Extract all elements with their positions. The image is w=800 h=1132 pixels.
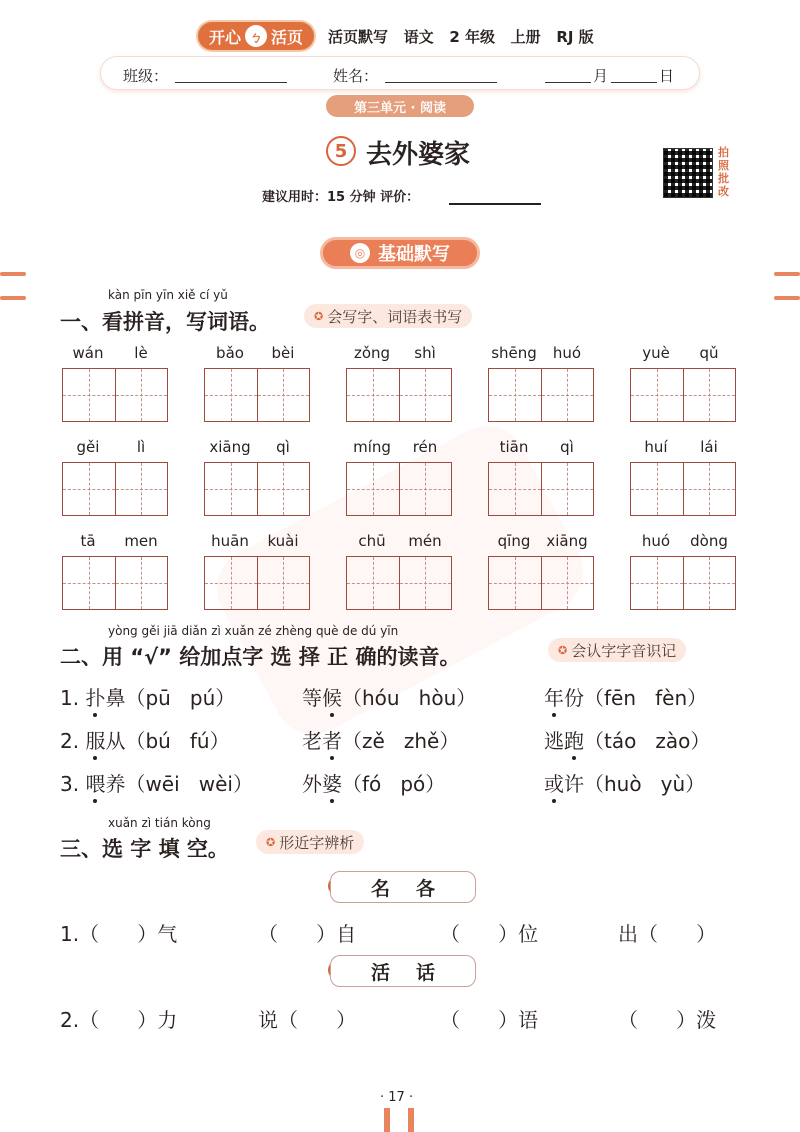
word-char: 老 xyxy=(302,729,322,753)
grid-cell[interactable] xyxy=(399,463,452,515)
word-char: 等 xyxy=(302,686,322,710)
pinyin-label: xiāng xyxy=(546,532,588,550)
grid-cell[interactable] xyxy=(347,557,399,609)
pinyin-label: bèi xyxy=(271,344,295,362)
side-bar-left xyxy=(0,272,26,276)
writing-grid[interactable] xyxy=(346,368,452,422)
unit-tag: 第三单元 · 阅读 xyxy=(326,95,474,117)
grid-cell[interactable] xyxy=(257,557,310,609)
pronunciation-options[interactable]: （fēn fèn） xyxy=(584,686,708,710)
pinyin-label: gěi xyxy=(76,438,100,456)
class-field[interactable] xyxy=(175,82,287,83)
grid-cell[interactable] xyxy=(541,369,594,421)
bottom-tab xyxy=(408,1108,414,1132)
word-char: 喂 xyxy=(85,768,105,797)
word-char: 候 xyxy=(322,682,342,711)
q3-pinyin: xuǎn zì tián kòng xyxy=(108,816,211,830)
grid-cell[interactable] xyxy=(257,369,310,421)
grid-cell[interactable] xyxy=(489,369,541,421)
writing-grid[interactable] xyxy=(204,462,310,516)
grid-cell[interactable] xyxy=(489,557,541,609)
reading-item xyxy=(302,682,476,711)
info-bar xyxy=(100,56,700,90)
writing-grid[interactable] xyxy=(630,462,736,516)
word-char: 或 xyxy=(544,768,564,797)
q2-pinyin: yòng gěi jiā diǎn zì xuǎn zé zhèng què de dú yīn xyxy=(108,624,399,638)
side-bar-left xyxy=(0,296,26,300)
lesson-number: 5 xyxy=(326,136,356,166)
q2-heading-b: 给加点字 选 择 正 确的读音。 xyxy=(179,645,461,669)
word-char: 婆 xyxy=(322,768,342,797)
fill-2a[interactable]: 2.（ ）力 xyxy=(60,1008,178,1032)
reading-item xyxy=(302,768,445,797)
grid-cell[interactable] xyxy=(115,557,168,609)
pinyin-label: huó xyxy=(552,344,582,362)
name-field[interactable] xyxy=(385,82,497,83)
q1-heading: 一、看拼音，写词语。 xyxy=(60,310,270,334)
lesson-title: 去外婆家 xyxy=(366,140,471,170)
pinyin-label: rén xyxy=(412,438,438,456)
grid-cell[interactable] xyxy=(631,369,683,421)
star-icon: ✪ xyxy=(314,309,324,323)
q1-tag xyxy=(304,304,472,328)
grid-cell[interactable] xyxy=(631,557,683,609)
grid-cell[interactable] xyxy=(347,463,399,515)
page-number: · 17 · xyxy=(380,1090,414,1105)
month-label: 月 xyxy=(593,67,609,85)
writing-grid[interactable] xyxy=(62,462,168,516)
word-char: 许 xyxy=(564,772,584,796)
reading-item xyxy=(544,768,705,797)
grid-cell[interactable] xyxy=(63,463,115,515)
star-icon: ✪ xyxy=(558,643,568,657)
writing-grid[interactable] xyxy=(488,556,594,610)
month-field[interactable] xyxy=(545,82,591,83)
grid-cell[interactable] xyxy=(399,557,452,609)
qr-code-icon[interactable] xyxy=(663,148,713,198)
word-char: 跑 xyxy=(564,725,584,754)
grid-cell[interactable] xyxy=(115,463,168,515)
reading-item xyxy=(544,725,710,754)
fill-1a[interactable]: 1.（ ）气 xyxy=(60,922,178,946)
q2-tag xyxy=(548,638,686,662)
writing-grid[interactable] xyxy=(62,368,168,422)
pinyin-label: qǔ xyxy=(699,344,719,362)
q2-heading xyxy=(60,641,460,671)
word-char: 外 xyxy=(302,772,322,796)
pronunciation-options[interactable]: （zě zhě） xyxy=(342,729,460,753)
pronunciation-options[interactable]: （hóu hòu） xyxy=(342,686,477,710)
name-label: 姓名： xyxy=(333,67,379,85)
grid-cell[interactable] xyxy=(399,369,452,421)
q1-tag-label: 会写字、词语表书写 xyxy=(327,307,463,326)
bottom-tab xyxy=(384,1108,390,1132)
pinyin-label: shì xyxy=(414,344,436,362)
fill-2d[interactable]: （ ）泼 xyxy=(618,1008,717,1032)
pronunciation-options[interactable]: （táo zào） xyxy=(584,729,711,753)
pinyin-label: dòng xyxy=(690,532,728,550)
class-label: 班级： xyxy=(123,67,169,85)
pronunciation-options[interactable]: （bú fú） xyxy=(125,729,230,753)
fill-2b[interactable]: 说（ ） xyxy=(258,1008,357,1032)
item-number: 1. xyxy=(60,686,86,710)
grid-cell[interactable] xyxy=(489,463,541,515)
pinyin-label: huí xyxy=(644,438,668,456)
brand-left: 开心 xyxy=(208,27,241,47)
pinyin-label: qì xyxy=(276,438,290,456)
pinyin-label: chū xyxy=(358,532,386,550)
grid-cell[interactable] xyxy=(257,463,310,515)
q3-tag-label: 形近字辨析 xyxy=(279,833,355,852)
day-field[interactable] xyxy=(611,82,657,83)
grid-cell[interactable] xyxy=(115,369,168,421)
writing-grid[interactable] xyxy=(204,556,310,610)
pinyin-label: lè xyxy=(134,344,148,362)
pinyin-label: zǒng xyxy=(353,344,391,362)
pinyin-label: míng xyxy=(353,438,391,456)
item-number: 2. xyxy=(60,729,86,753)
writing-grid[interactable] xyxy=(488,462,594,516)
pinyin-label: lì xyxy=(136,438,146,456)
grid-cell[interactable] xyxy=(205,557,257,609)
pinyin-label: huó xyxy=(641,532,671,550)
word-char: 者 xyxy=(322,725,342,754)
q3-tag xyxy=(256,830,364,854)
pinyin-label: men xyxy=(124,532,158,550)
section-banner xyxy=(320,237,480,269)
pinyin-label: xiāng xyxy=(209,438,251,456)
reading-item xyxy=(60,725,230,754)
grid-cell[interactable] xyxy=(541,463,594,515)
char-choice-2: 活话 xyxy=(330,955,476,987)
word-char: 从 xyxy=(105,729,126,753)
pinyin-label: lái xyxy=(700,438,718,456)
word-char: 服 xyxy=(85,725,105,754)
pinyin-label: qīng xyxy=(497,532,531,550)
pinyin-label: yuè xyxy=(642,344,670,362)
grid-cell[interactable] xyxy=(205,369,257,421)
time-evaluation: 建议用时：15 分钟 评价： xyxy=(262,190,420,205)
word-char: 份 xyxy=(564,686,584,710)
word-char: 养 xyxy=(105,772,126,796)
pronunciation-options[interactable]: （pū pú） xyxy=(125,686,236,710)
evaluation-field[interactable] xyxy=(449,203,541,205)
fill-1b[interactable]: （ ）自 xyxy=(258,922,357,946)
pinyin-label: tiān xyxy=(499,438,529,456)
writing-grid[interactable] xyxy=(630,368,736,422)
item-number: 3. xyxy=(60,772,86,796)
reading-item xyxy=(60,682,235,711)
star-icon: ✪ xyxy=(266,835,276,849)
section-banner-label: 基础默写 xyxy=(378,244,450,265)
reading-item xyxy=(302,725,459,754)
day-label: 日 xyxy=(659,67,675,85)
side-bar-right xyxy=(774,272,800,276)
pinyin-label: qì xyxy=(560,438,574,456)
pinyin-label: mén xyxy=(408,532,442,550)
q3-heading: 三、选 字 填 空。 xyxy=(60,837,229,861)
pinyin-label: bǎo xyxy=(216,344,244,362)
word-char: 扑 xyxy=(85,682,105,711)
series-label: 活页默写 语文 2 年级 上册 RJ 版 xyxy=(328,28,594,46)
writing-grid[interactable] xyxy=(62,556,168,610)
qr-caption: 拍照批改 xyxy=(718,146,729,198)
writing-grid[interactable] xyxy=(346,556,452,610)
q1-pinyin: kàn pīn yīn xiě cí yǔ xyxy=(108,288,228,302)
side-bar-right xyxy=(774,296,800,300)
pinyin-label: shēng xyxy=(491,344,537,362)
grid-cell[interactable] xyxy=(541,557,594,609)
grid-cell[interactable] xyxy=(63,369,115,421)
brand-right: 活页 xyxy=(271,27,304,47)
pronunciation-options[interactable]: （wēi wèi） xyxy=(125,772,253,796)
grid-cell[interactable] xyxy=(63,557,115,609)
brand-circle-icon: ㄅ xyxy=(245,25,267,47)
writing-grid[interactable] xyxy=(488,368,594,422)
writing-grid[interactable] xyxy=(630,556,736,610)
writing-grid[interactable] xyxy=(204,368,310,422)
q2-tag-label: 会认字字音识记 xyxy=(571,641,677,660)
grid-cell[interactable] xyxy=(683,557,736,609)
target-icon: ◎ xyxy=(350,243,370,263)
pinyin-label: huān xyxy=(211,532,249,550)
fill-1c[interactable]: （ ）位 xyxy=(440,922,539,946)
pinyin-label: wán xyxy=(72,344,104,362)
grid-cell[interactable] xyxy=(347,369,399,421)
grid-cell[interactable] xyxy=(683,369,736,421)
word-char: 鼻 xyxy=(105,686,126,710)
grid-cell[interactable] xyxy=(683,463,736,515)
word-char: 逃 xyxy=(544,729,564,753)
brand-logo xyxy=(198,22,314,50)
word-char: 年 xyxy=(544,682,564,711)
writing-grid[interactable] xyxy=(346,462,452,516)
pronunciation-options[interactable]: （huò yù） xyxy=(584,772,706,796)
fill-2c[interactable]: （ ）语 xyxy=(440,1008,539,1032)
pinyin-label: kuài xyxy=(267,532,299,550)
char-choice-1: 名各 xyxy=(330,871,476,903)
reading-item xyxy=(60,768,253,797)
fill-1d[interactable]: 出（ ） xyxy=(618,922,717,946)
grid-cell[interactable] xyxy=(631,463,683,515)
pronunciation-options[interactable]: （fó pó） xyxy=(342,772,446,796)
reading-item xyxy=(544,682,707,711)
grid-cell[interactable] xyxy=(205,463,257,515)
q2-heading-a: 二、用 “√” xyxy=(60,645,172,669)
pinyin-label: tā xyxy=(80,532,96,550)
